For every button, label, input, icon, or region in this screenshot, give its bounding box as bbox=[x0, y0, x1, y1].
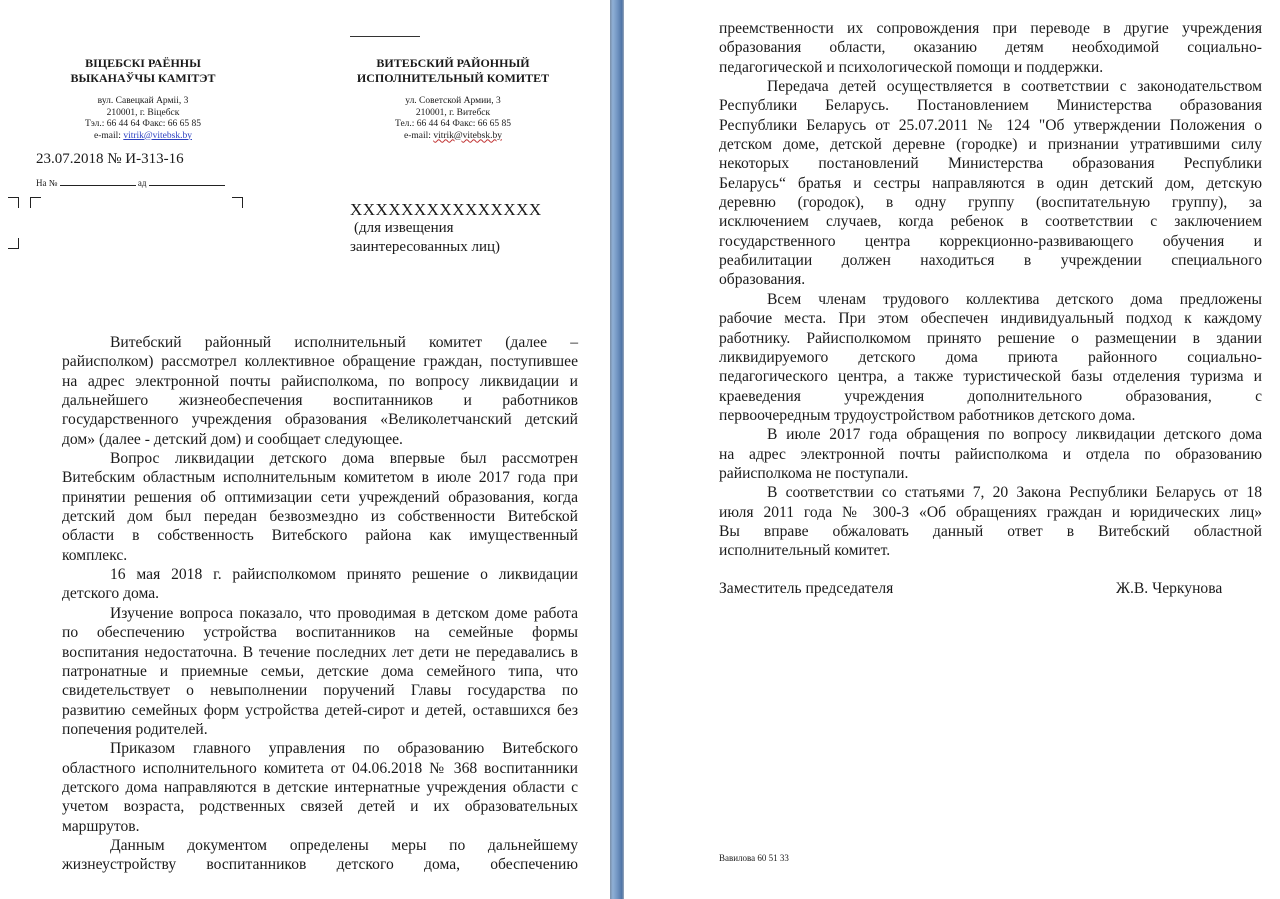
text-line: области в собственность Витебского района как имущественный bbox=[62, 527, 578, 545]
text-line: попечения родителей. bbox=[62, 720, 208, 738]
text-line: Республики Беларусь от 25.07.2011 № 124 "Об утверждении Положения о bbox=[719, 116, 1262, 134]
text-line: райисполкома не поступали. bbox=[719, 464, 909, 482]
text-line: рабочие места. При этом обеспечен индивидуальный подход к каждому bbox=[719, 310, 1262, 328]
paragraph bbox=[62, 333, 578, 449]
org-line: ВІЦЕБСКІ РАЁННЫ bbox=[85, 56, 201, 70]
text-line: некоторых постановлений Министерства образования Республики bbox=[719, 155, 1262, 173]
recipient: ХХХХХХХХХХХХХХХ bbox=[350, 200, 542, 219]
corner-mark bbox=[232, 197, 243, 208]
text-line: Передача детей осуществляется в соответствии с законодательством bbox=[767, 78, 1262, 96]
text-line: детский дом был передан безвозмездно из собственности Витебской bbox=[62, 508, 578, 526]
org-line: ВЫКАНАЎЧЫ КАМІТЭТ bbox=[70, 71, 216, 85]
corner-mark bbox=[8, 197, 19, 208]
text-line: маршрутов. bbox=[62, 817, 140, 835]
text-line: государственного центра коррекционно-развивающего обучения и bbox=[719, 232, 1262, 250]
address-line: вул. Савецкай Арміі, 3 bbox=[97, 96, 189, 106]
text-line: областного исполнительного комитета от 04.06.2018 № 368 воспитанники bbox=[62, 759, 578, 777]
text-line: государственного учреждения образования «Великолетчанский детский bbox=[62, 411, 578, 429]
text-line: В соответствии со статьями 7, 20 Закона Республики Беларусь от 18 bbox=[767, 484, 1262, 502]
address-belarusian bbox=[40, 96, 246, 142]
address-line: 210001, г. Віцебск bbox=[106, 107, 180, 118]
paragraph bbox=[719, 290, 1262, 425]
text-line: Вопрос ликвидации детского дома впервые был рассмотрен bbox=[110, 450, 578, 468]
recipient-note-line: (для извещения bbox=[354, 220, 454, 236]
signature-name: Ж.В. Черкунова bbox=[1116, 580, 1223, 597]
text-line: Вы вправе обжаловать данный ответ в Витебский областной bbox=[719, 522, 1262, 540]
email-line bbox=[350, 131, 556, 143]
text-line: работнику. Райисполкомом принято решение о размещении в здании bbox=[719, 329, 1262, 347]
signature-position: Заместитель председателя bbox=[719, 580, 894, 597]
recipient-note bbox=[350, 219, 500, 257]
text-line: на адрес электронной почты райисполкома, по вопросу ликвидации и bbox=[62, 372, 578, 390]
text-line: реабилитации должен находиться в учреждении специального bbox=[719, 252, 1262, 270]
text-line: Приказом главного управления по образованию Витебского bbox=[110, 740, 578, 758]
footer-contact: Вавилова 60 51 33 bbox=[719, 853, 789, 863]
text-line: принятии решения об оптимизации сети учреждений образования, когда bbox=[62, 488, 578, 506]
text-line: по обеспечению устройства воспитанников на семейные формы bbox=[62, 624, 578, 642]
letter-body-left bbox=[62, 333, 578, 875]
org-line: ИСПОЛНИТЕЛЬНЫЙ КОМИТЕТ bbox=[356, 71, 550, 85]
corner-mark bbox=[30, 197, 41, 208]
document-page-right bbox=[624, 0, 1280, 899]
letter-body-right bbox=[719, 19, 1262, 561]
text-line: учетом возраста, родственных связей детей и их образовательных bbox=[62, 798, 578, 816]
text-line: на адрес электронной почты райисполкома и отдела по образованию bbox=[719, 445, 1262, 463]
text-line: образования области, оказанию детям необходимой социально- bbox=[719, 39, 1262, 57]
document-number: 23.07.2018 № И-313-16 bbox=[36, 151, 184, 167]
text-line: дальнейшего жизнеобеспечения воспитанников и работников bbox=[62, 392, 578, 410]
text-line: Данным документом определены меры по дальнейшему bbox=[110, 836, 578, 854]
text-line: исполнительный комитет. bbox=[719, 542, 891, 560]
org-name-russian bbox=[350, 56, 556, 86]
phone-line: Тэл.: 66 44 64 Факс: 66 65 85 bbox=[84, 119, 202, 129]
email-text: vitrik@vitebsk.by bbox=[433, 130, 502, 141]
email-label: e-mail: bbox=[94, 130, 124, 141]
paragraph bbox=[62, 836, 578, 875]
recipient-note-line: заинтересованных лиц) bbox=[350, 239, 500, 255]
paragraph bbox=[62, 604, 578, 739]
paragraph bbox=[719, 483, 1262, 560]
text-line: образования. bbox=[719, 271, 806, 289]
text-line: свидетельствует о невыполнении поручений Главы государства по bbox=[62, 682, 578, 700]
text-line: Витебским областным исполнительным комитетом в июле 2017 года при bbox=[62, 469, 578, 487]
text-line: деревню (городок), в одну группу (воспитательную группу), за bbox=[719, 194, 1262, 212]
text-line: детском доме, детской деревне (городке) и признании утратившими силу bbox=[719, 136, 1262, 154]
corner-mark bbox=[8, 238, 19, 249]
paragraph bbox=[62, 739, 578, 836]
text-line: исключением случаев, когда ребенок в соответствии с заключением bbox=[719, 213, 1262, 231]
paragraph bbox=[62, 565, 578, 604]
text-line: комплекс. bbox=[62, 546, 128, 564]
text-line: жизнеустройству воспитанников детского дома, обеспечению bbox=[62, 856, 578, 874]
text-line: июля 2011 года № 300-З «Об обращениях граждан и юридических лиц» bbox=[719, 503, 1262, 521]
text-line: детского дома направляются в детские интернатные учреждения области с bbox=[62, 778, 578, 796]
phone-line: Тел.: 66 44 64 Факс: 66 65 85 bbox=[395, 119, 511, 129]
document-page-left bbox=[0, 0, 610, 899]
paragraph bbox=[719, 425, 1262, 483]
text-line: развитию семейных форм устройства детей-сирот и детей, оставшихся без bbox=[62, 701, 578, 719]
text-line: райисполком) рассмотрел коллективное обращение граждан, поступившее bbox=[62, 353, 578, 371]
org-name-belarusian bbox=[40, 56, 246, 86]
text-line: Беларусь“ братья и сестры направляются в один детский дом, детскую bbox=[719, 174, 1262, 192]
email-line bbox=[40, 131, 246, 143]
text-line: В июле 2017 года обращения по вопросу ликвидации детского дома bbox=[767, 426, 1262, 444]
text-line: дом» (далее - детский дом) и сообщает следующее. bbox=[62, 430, 403, 448]
ref-label: На № bbox=[36, 178, 58, 188]
address-line: 210001, г. Витебск bbox=[415, 107, 491, 118]
text-line: воспитания недостаточна. В течение последних лет дети не передавались в bbox=[62, 643, 578, 661]
paragraph bbox=[62, 449, 578, 565]
address-line: ул. Советской Армии, 3 bbox=[405, 96, 501, 106]
paragraph bbox=[719, 19, 1262, 77]
text-line: детского дома. bbox=[62, 585, 160, 603]
reference-line bbox=[36, 178, 225, 188]
text-line: преемственности их сопровождения при переводе в другие учреждения bbox=[719, 20, 1262, 37]
text-line: первоочередным трудоустройством работников детского дома. bbox=[719, 406, 1136, 424]
ref-from-label: ад bbox=[137, 178, 147, 188]
email-label: e-mail: bbox=[404, 130, 434, 141]
text-line: краеведения учреждения дополнительного образования, с bbox=[719, 387, 1262, 405]
text-line: Всем членам трудового коллектива детского дома предложены bbox=[767, 290, 1262, 308]
page-separator bbox=[610, 0, 624, 899]
text-line: Витебский районный исполнительный комитет (далее – bbox=[110, 334, 578, 351]
email-link[interactable]: vitrik@vitebsk.by bbox=[123, 130, 192, 141]
header-rule bbox=[350, 36, 420, 37]
text-line: педагогического центра, а также туристической базы отделения туризма и bbox=[719, 368, 1262, 386]
text-line: Республики Беларусь. Постановлением Министерства образования bbox=[719, 97, 1262, 115]
text-line: патронатные и приемные семьи, детские дома семейного типа, что bbox=[62, 662, 578, 680]
org-line: ВИТЕБСКИЙ РАЙОННЫЙ bbox=[376, 56, 530, 70]
text-line: 16 мая 2018 г. райисполкомом принято решение о ликвидации bbox=[110, 566, 578, 584]
text-line: педагогической и психологической помощи и поддержки. bbox=[719, 58, 1104, 76]
address-russian bbox=[350, 96, 556, 142]
text-line: ликвидируемого детского дома приюта районного социально- bbox=[719, 348, 1262, 366]
paragraph bbox=[719, 77, 1262, 290]
text-line: Изучение вопроса показало, что проводимая в детском доме работа bbox=[110, 604, 578, 622]
